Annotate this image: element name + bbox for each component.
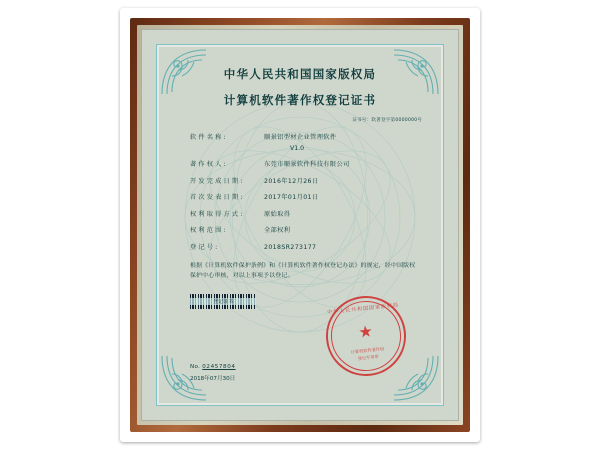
issue-date: 2018年07月30日: [190, 376, 236, 382]
legal-statement: 根据《计算机软件保护条例》和《计算机软件著作权登记办法》的规定，经中国版权保护中心审核，对以上事项予以登记。: [190, 262, 416, 280]
seal-line-1: 计算机软件著作权: [350, 346, 385, 356]
field-value-version: V1.0: [290, 144, 305, 152]
seal-arc-text: 中华人民共和国国家版权局: [327, 302, 400, 316]
field-value: 全部权利: [264, 227, 291, 234]
field-label: 权利范围:: [190, 227, 228, 234]
serial-number-label: No.: [190, 364, 201, 370]
field-row: [190, 209, 418, 218]
certificate-paper: [148, 36, 452, 414]
field-value: 东莞市顺景软件科技有限公司: [264, 161, 350, 168]
field-label: 开发完成日期:: [190, 177, 245, 185]
field-label: 权利取得方式:: [190, 210, 245, 218]
certificate-number-label: 证书号：: [352, 118, 372, 123]
serial-number: [190, 364, 236, 370]
issuing-authority: 中华人民共和国国家版权局: [223, 67, 377, 81]
certificate-content: [164, 50, 436, 400]
barcode-label: 登记证书: [190, 298, 256, 305]
seal-star-icon: ★: [357, 323, 374, 342]
field-row: [190, 176, 418, 185]
field-label: 登记号:: [190, 243, 220, 251]
certificate-title: 计算机软件著作权登记证书: [223, 93, 377, 107]
field-label: 软件名称:: [190, 134, 228, 141]
field-value: 2016年12月26日: [264, 177, 319, 185]
field-label: 首次发表日期:: [190, 194, 245, 201]
certificate-number-line: [164, 117, 436, 123]
seal-line-2: 登记专用章: [357, 353, 379, 361]
field-value: 原始取得: [264, 210, 291, 218]
field-row: [190, 159, 418, 168]
field-value: 顺景铝型材企业管理软件: [264, 134, 337, 141]
certificate-frame: [120, 8, 480, 442]
barcode-icon: [190, 294, 256, 309]
field-label: 著作权人:: [190, 161, 228, 168]
certificate-number-value: 软著登字第0000000号: [371, 118, 422, 123]
field-row: [190, 192, 418, 201]
frame-mat: [141, 29, 459, 421]
serial-number-value: 02457804: [202, 364, 236, 370]
frame-bevel-inner: [137, 25, 463, 425]
field-row: [190, 242, 418, 251]
frame-bevel-outer: [130, 18, 470, 432]
field-row: [190, 132, 418, 141]
field-list: [164, 132, 436, 251]
field-row: [190, 225, 418, 234]
field-value: 2017年01月01日: [264, 194, 319, 201]
field-value: 2018SR273177: [264, 243, 317, 251]
